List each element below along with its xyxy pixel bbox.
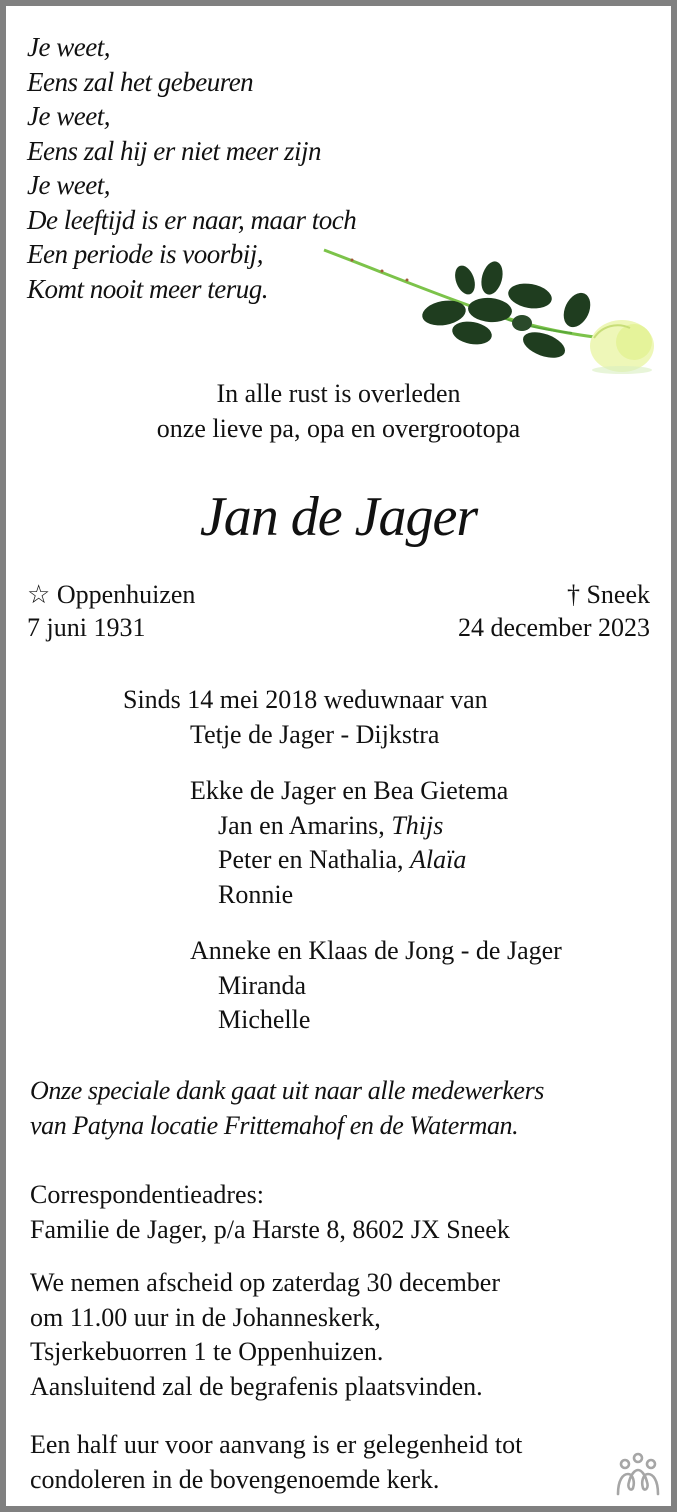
family-group [190, 934, 562, 1038]
grandchild: Miranda [218, 970, 307, 1000]
poem-line: Eens zal het gebeuren [27, 66, 254, 97]
intro-line: In alle rust is overleden [216, 379, 461, 408]
deceased-name: Jan de Jager [199, 486, 478, 548]
cross-icon: † [566, 580, 580, 609]
service-info [30, 1266, 500, 1404]
birth-place: Oppenhuizen [56, 580, 196, 609]
grandchild: Michelle [218, 1005, 311, 1034]
poem [27, 30, 356, 306]
grandchild: Ronnie [218, 879, 294, 909]
poem-line: Je weet, [27, 32, 110, 62]
family-list [190, 774, 562, 1060]
service-line: We nemen afscheid op zaterdag 30 december [30, 1268, 501, 1297]
family-group [190, 774, 562, 912]
death-place: Sneek [586, 580, 650, 609]
widower-line: Sinds 14 mei 2018 weduwnaar van [123, 685, 488, 714]
death-date: 24 december 2023 [457, 613, 650, 642]
condolence-info [30, 1428, 522, 1497]
address-label: Correspondentieadres: [30, 1180, 264, 1209]
great-grandchild: Thijs [391, 810, 444, 840]
death-info [458, 578, 650, 644]
birth-date: 7 juni 1931 [27, 613, 146, 642]
people-group-icon [615, 1452, 661, 1496]
thanks-line: van Patyna locatie Frittemahof en de Waterman. [30, 1110, 519, 1140]
poem-line: Een periode is voorbij, [27, 239, 263, 269]
white-rose-icon [312, 238, 657, 378]
intro-line: onze lieve pa, opa en overgrootopa [156, 414, 521, 443]
birth-info [27, 578, 195, 644]
address-value: Familie de Jager, p/a Harste 8, 8602 JX Sneek [30, 1214, 510, 1244]
thanks-line: Onze speciale dank gaat uit naar alle medewerkers [30, 1076, 545, 1105]
spouse-name: Tetje de Jager - Dijkstra [190, 720, 440, 749]
grandchild: Jan en Amarins, Thijs [218, 810, 444, 840]
poem-line: Eens zal hij er niet meer zijn [27, 135, 321, 166]
condolence-line: condoleren in de bovengenoemde kerk. [30, 1464, 440, 1494]
grandchild: Peter en Nathalia, Alaïa [218, 845, 467, 874]
service-line: om 11.00 uur in de Johanneskerk, [30, 1302, 381, 1332]
poem-line: Komt nooit meer terug. [27, 273, 268, 304]
condolence-line: Een half uur voor aanvang is er gelegenheid tot [30, 1430, 523, 1459]
service-line: Tsjerkebuorren 1 te Oppenhuizen. [30, 1337, 384, 1366]
star-icon: ☆ [27, 580, 51, 609]
poem-line: Je weet, [27, 170, 110, 200]
intro [6, 376, 671, 446]
poem-line: De leeftijd is er naar, maar toch [27, 204, 357, 235]
thanks-note [30, 1074, 544, 1143]
family-head: Ekke de Jager en Bea Gietema [190, 776, 509, 805]
service-line: Aansluitend zal de begrafenis plaatsvinden. [30, 1371, 483, 1401]
correspondence-address [30, 1178, 510, 1247]
great-grandchild: Alaïa [410, 845, 467, 874]
family-head: Anneke en Klaas de Jong - de Jager [190, 936, 562, 965]
poem-line: Je weet, [27, 101, 110, 131]
